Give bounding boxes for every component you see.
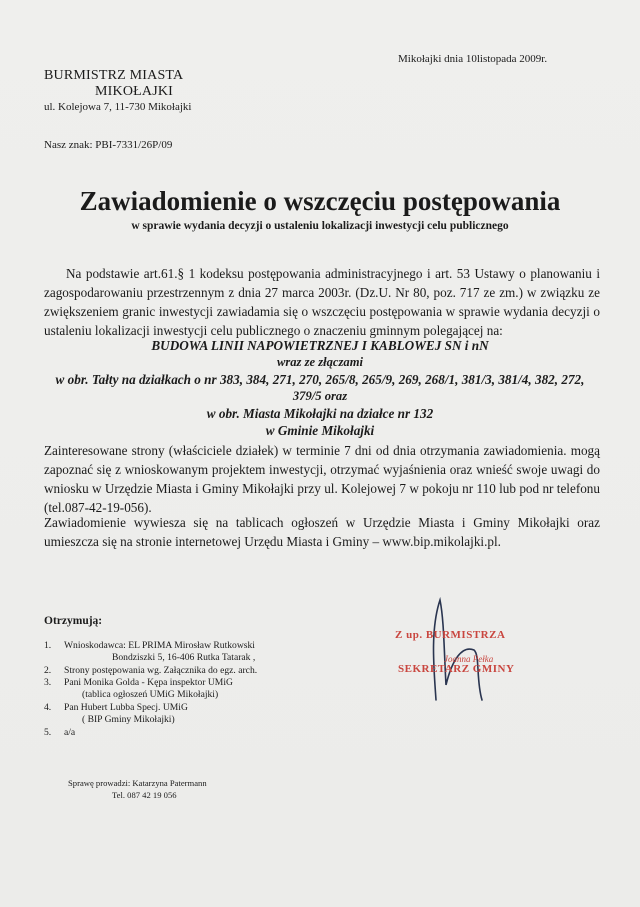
recipient-number: 1. — [44, 640, 52, 651]
recipient-line: (tablica ogłoszeń UMiG Mikołajki) — [82, 689, 219, 700]
case-handler-phone: Tel. 087 42 19 056 — [112, 790, 177, 800]
legal-basis-paragraph: Na podstawie art.61.§ 1 kodeksu postępowania administracyjnego i art. 53 Ustawy o planowaniu i zagospodarowaniu przestrzennym z dnia 27 marca 2003r. (Dz.U. Nr 80, poz. 717 ze zm.) w związku ze zwiększeniem granic inwestycji zawiadamia się o wszczęciu postępowania w sprawie wydania decyzji o ustaleniu lokalizacji inwestycji celu publicznego o znaczeniu gminnym polegającej na: — [44, 266, 600, 338]
recipient-line: Wnioskodawca: EL PRIMA Mirosław Rutkowski — [64, 640, 255, 651]
project-title: BUDOWA LINII NAPOWIETRZNEJ I KABLOWEJ SN i nN — [151, 338, 489, 353]
case-handler: Sprawę prowadzi: Katarzyna Patermann — [68, 778, 207, 788]
project-municipality: w Gminie Mikołajki — [265, 423, 375, 438]
project-plots-continued: 379/5 oraz — [292, 389, 348, 403]
project-subtitle: wraz ze złączami — [276, 355, 364, 369]
recipient-line: Pani Monika Golda - Kępa inspektor UMiG — [64, 677, 233, 688]
document-subtitle: w sprawie wydania decyzji o ustaleniu lokalizacji inwestycji celu publicznego — [131, 220, 509, 232]
stamp-name: Joanna Pełka — [444, 654, 494, 664]
publication-paragraph: Zawiadomienie wywiesza się na tablicach ogłoszeń w Urzędzie Miasta i Gminy Mikołajki oraz umieszcza się na stronie internetowej Urzędu Miasta i Gminy – www.bip.mikolajki.pl. — [44, 515, 600, 549]
authority-name: BURMISTRZ MIASTA — [44, 68, 184, 83]
stamp-authority: Z up. BURMISTRZA — [395, 629, 506, 641]
recipient-number: 5. — [44, 727, 52, 738]
recipients-heading: Otrzymują: — [44, 615, 103, 627]
project-plots: w obr. Tałty na działkach o nr 383, 384, 271, 270, 265/8, 265/9, 269, 268/1, 381/3, 381/4, 382, 272, — [55, 372, 585, 387]
recipient-number: 4. — [44, 702, 52, 713]
document-date: Mikołajki dnia 10listopada 2009r. — [398, 53, 548, 65]
handwritten-signature — [422, 590, 502, 710]
recipient-number: 2. — [44, 665, 52, 676]
recipient-line: Bondziszki 5, 16-406 Rutka Tatarak , — [64, 652, 256, 663]
recipient-number: 3. — [44, 677, 52, 688]
recipient-line: ( BIP Gminy Mikołajki) — [82, 714, 175, 725]
authority-address: ul. Kolejowa 7, 11-730 Mikołajki — [44, 101, 192, 113]
project-town-plot: w obr. Miasta Mikołajki na działce nr 132 — [206, 406, 434, 421]
interested-parties-paragraph: Zainteresowane strony (właściciele działek) w terminie 7 dni od dnia otrzymania zawiadomienia. mogą zapoznać się z wnioskowanym projektem inwestycji, otrzymać wyjaśnienia oraz wnieść swoje uwagi do wniosku w Urzędzie Miasta i Gminy Mikołajki przy ul. Kolejowej 7 w pokoju nr 110 lub pod nr telefonu (tel.087-42-19-056). — [44, 443, 600, 515]
recipient-line: Strony postępowania wg. Załącznika do egz. arch. — [64, 665, 258, 676]
recipient-line: Pan Hubert Lubba Specj. UMiG — [64, 702, 188, 713]
reference-number: Nasz znak: PBI-7331/26P/09 — [44, 139, 173, 151]
recipient-line: a/a — [64, 727, 76, 738]
authority-city: MIKOŁAJKI — [95, 84, 174, 99]
stamp-position: SEKRETARZ GMINY — [398, 663, 515, 675]
document-title: Zawiadomienie o wszczęciu postępowania — [79, 186, 561, 216]
